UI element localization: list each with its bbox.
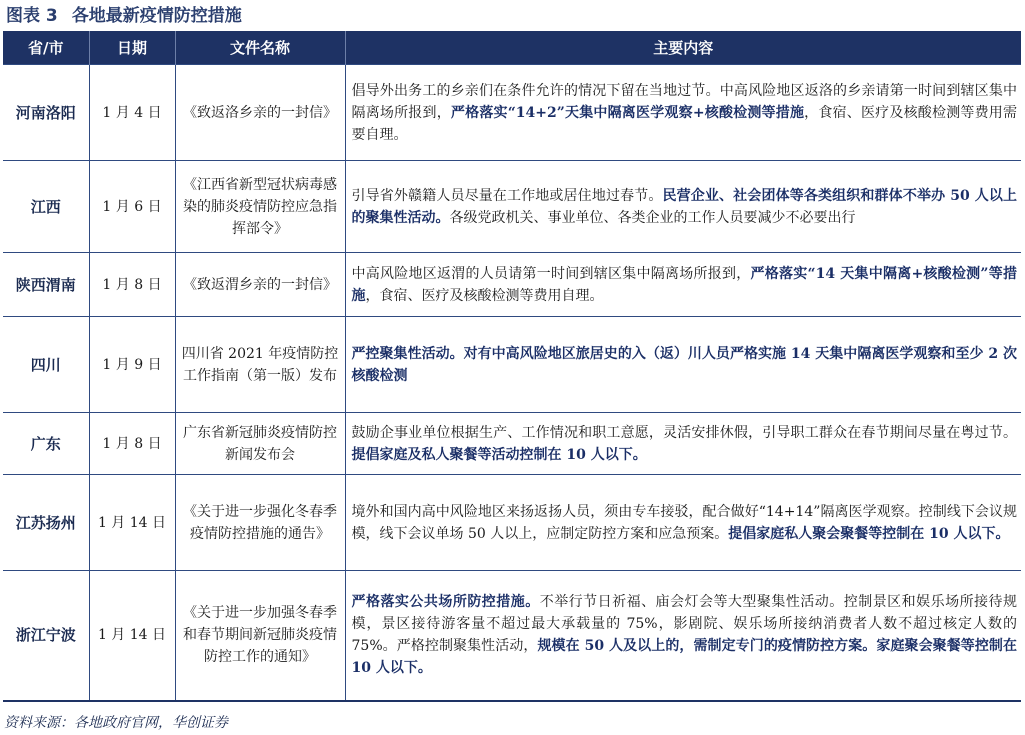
cell-date: 1 月 8 日 [89,413,175,475]
cell-document: 《关于进一步强化冬春季疫情防控措施的通告》 [175,475,345,571]
cell-content [345,253,1021,317]
cell-document: 《江西省新型冠状病毒感染的肺炎疫情防控应急指挥部令》 [175,161,345,253]
cell-date: 1 月 8 日 [89,253,175,317]
cell-province: 河南洛阳 [3,65,89,161]
table-header-row [3,31,1021,65]
cell-content [345,317,1021,413]
content-text: ，食宿、医疗及核酸检测等费用自理。 [365,287,604,304]
cell-document: 广东省新冠肺炎疫情防控新闻发布会 [175,413,345,475]
cell-province: 江西 [3,161,89,253]
cell-date: 1 月 9 日 [89,317,175,413]
content-text: 不举行节日祈福、庙会灯会等大型聚集性活动。控制景区和娱乐场所接待规模，景区接待游客量不超过最大承载量的 75%，影剧院、娱乐场所接纳消费者人数不超过核定人数的 75%。严格控制聚集性活动， [351,594,1018,655]
cell-province: 四川 [3,317,89,413]
measures-table [3,31,1021,702]
content-text: ，食宿、医疗及核酸检测等费用需要自理。 [351,104,1018,143]
source-note: 资料来源：各地政府官网，华创证券 [4,715,228,731]
content-text: 倡导外出务工的乡亲们在条件允许的情况下留在当地过节。中高风险地区返洛的乡亲请第一时间到辖区集中隔离场所报到， [351,82,1017,121]
content-text: 中高风险地区返渭的人员请第一时间到辖区集中隔离场所报到， [351,265,751,282]
content-text: 鼓励企事业单位根据生产、工作情况和职工意愿，灵活安排休假，引导职工群众在春节期间尽量在粤过节。 [351,424,1017,441]
content-text: 引导省外赣籍人员尽量在工作地或居住地过春节。 [351,187,663,204]
content-highlight: 民营企业、社会团体等各类组织和群体不举办 50 人以上的聚集性活动。 [351,187,1017,226]
cell-province: 江苏扬州 [3,475,89,571]
cell-document: 《致返洛乡亲的一封信》 [175,65,345,161]
figure-label: 图表 3 [6,6,58,26]
content-highlight: 严控聚集性活动。对有中高风险地区旅居史的入（返）川人员严格实施 14 天集中隔离医学观察和至少 2 次核酸检测 [351,345,1017,384]
cell-province: 广东 [3,413,89,475]
header-document: 文件名称 [175,31,345,65]
cell-province: 浙江宁波 [3,571,89,701]
cell-document: 《关于进一步加强冬春季和春节期间新冠肺炎疫情防控工作的通知》 [175,571,345,701]
table-row [3,65,1021,161]
cell-date: 1 月 4 日 [89,65,175,161]
content-highlight: 严格落实“14 天集中隔离+核酸检测”等措施 [351,265,1017,304]
table-row [3,475,1021,571]
content-highlight: 严格落实公共场所防控措施。 [351,594,540,611]
table-row [3,413,1021,475]
content-highlight: 严格落实“14+2”天集中隔离医学观察+核酸检测等措施 [450,104,805,121]
table-row [3,161,1021,253]
cell-document: 四川省 2021 年疫情防控工作指南（第一版）发布 [175,317,345,413]
cell-document: 《致返渭乡亲的一封信》 [175,253,345,317]
content-highlight: 规模在 50 人及以上的，需制定专门的疫情防控方案。家庭聚会聚餐等控制在 10 人以下。 [351,638,1018,677]
cell-content [345,413,1021,475]
table-row [3,571,1021,701]
header-province: 省/市 [3,31,89,65]
content-highlight: 提倡家庭私人聚会聚餐等控制在 10 人以下。 [728,525,1010,542]
figure-title [6,4,242,28]
content-text: 各级党政机关、事业单位、各类企业的工作人员要减少不必要出行 [449,209,856,226]
content-highlight: 提倡家庭及私人聚餐等活动控制在 10 人以下。 [351,446,647,463]
table-row [3,253,1021,317]
cell-content [345,65,1021,161]
cell-content [345,571,1021,701]
header-content: 主要内容 [345,31,1021,65]
cell-date: 1 月 6 日 [89,161,175,253]
cell-content [345,161,1021,253]
cell-date: 1 月 14 日 [89,571,175,701]
cell-content [345,475,1021,571]
table-row [3,317,1021,413]
header-date: 日期 [89,31,175,65]
cell-province: 陕西渭南 [3,253,89,317]
figure-caption: 各地最新疫情防控措施 [71,6,242,26]
cell-date: 1 月 14 日 [89,475,175,571]
content-text: 境外和国内高中风险地区来扬返扬人员，须由专车接驳，配合做好“14+14”隔离医学观察。控制线下会议规模，线下会议单场 50 人以上，应制定防控方案和应急预案。 [351,503,1017,542]
